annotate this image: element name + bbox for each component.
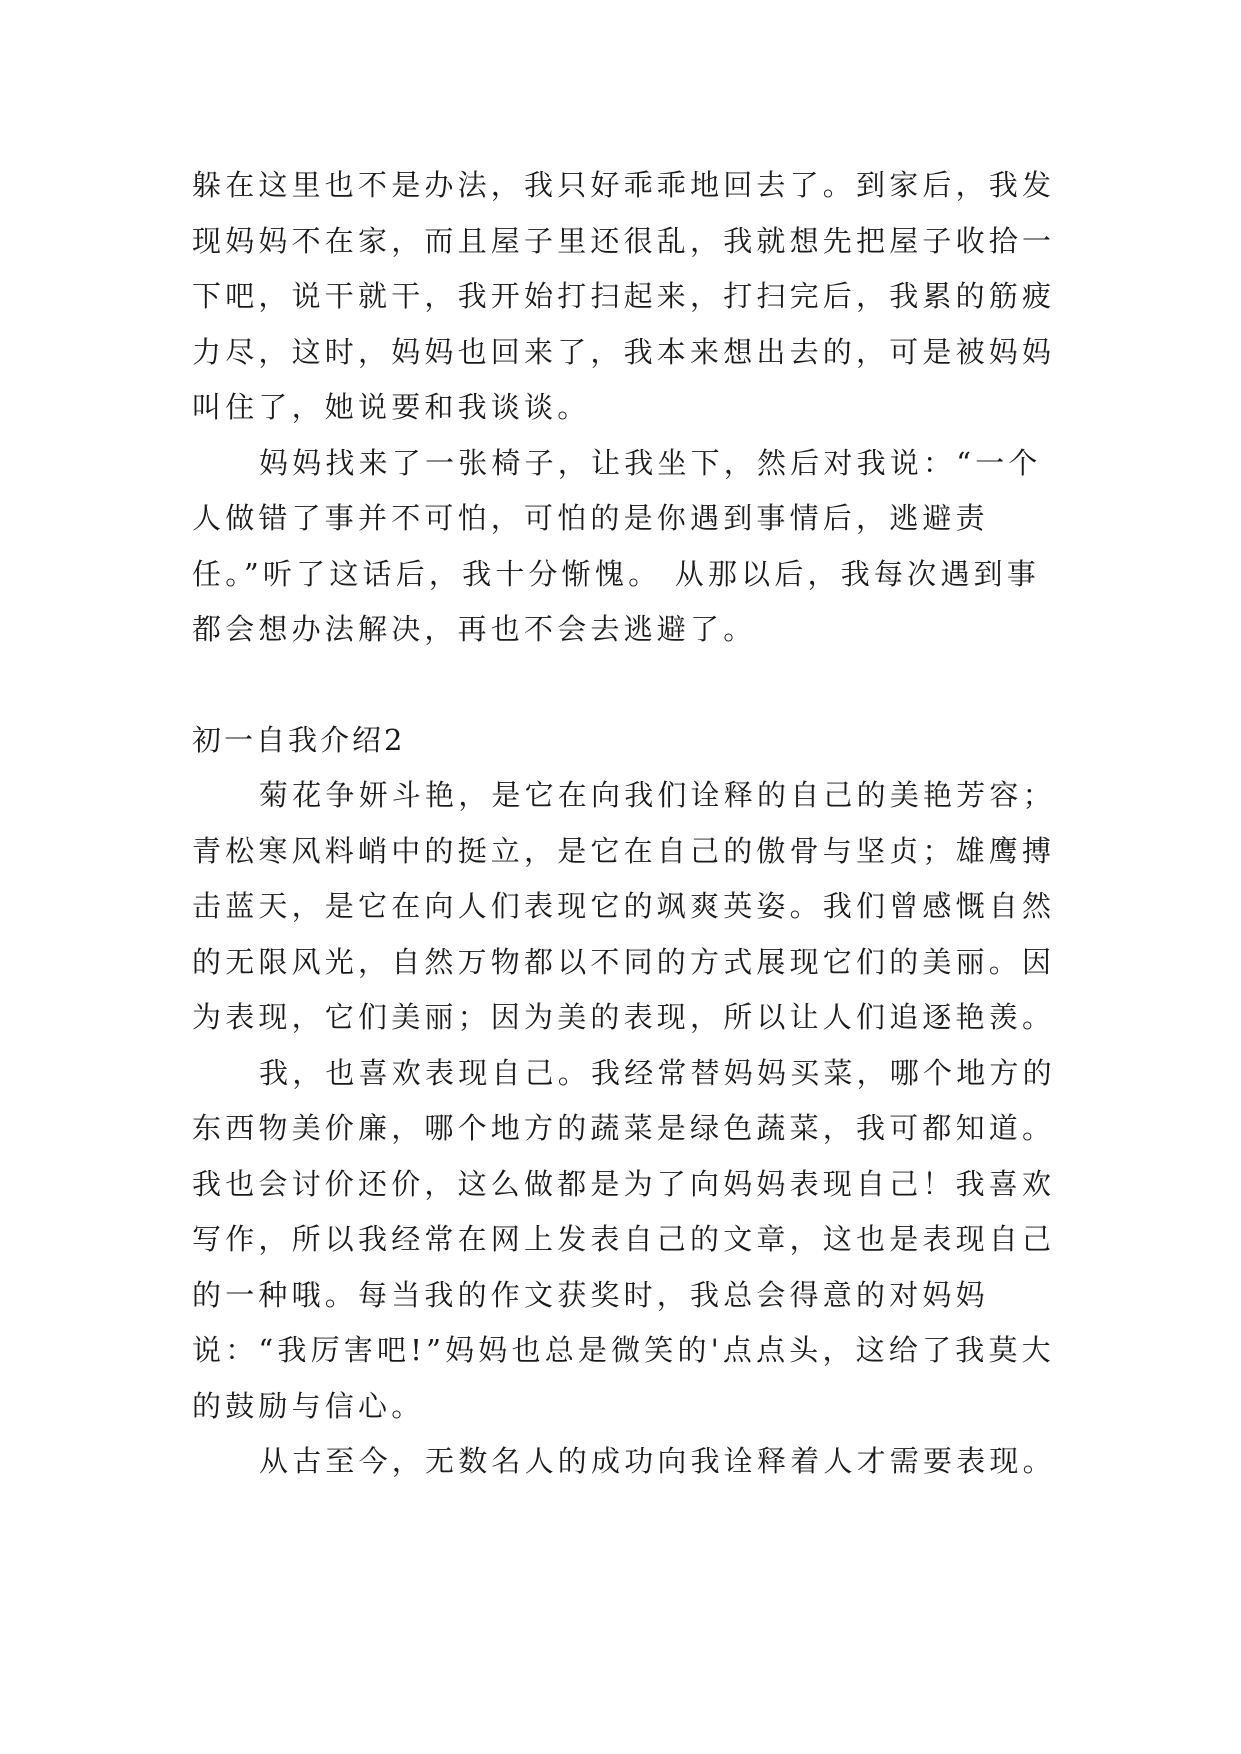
document-body	[192, 158, 1072, 1490]
paragraph-2: 妈妈找来了一张椅子，让我坐下，然后对我说：“一个人做错了事并不可怕，可怕的是你遇到事情后，逃避责任。”听了这话后，我十分惭愧。 从那以后，我每次遇到事都会想办法解决，再也不会去逃避了。	[192, 445, 1042, 646]
section-gap	[192, 658, 1072, 713]
section-heading: 初一自我介绍2	[192, 722, 406, 757]
paragraph-4: 我，也喜欢表现自己。我经常替妈妈买菜，哪个地方的东西物美价廉，哪个地方的蔬菜是绿色蔬菜，我可都知道。我也会讨价还价，这么做都是为了向妈妈表现自己！我喜欢写作，所以我经常在网上发表自己的文章，这也是表现自己的一种哦。每当我的作文获奖时，我总会得意的对妈妈说：“我厉害吧!”妈妈也总是微笑的'点点头，这给了我莫大的鼓励与信心。	[192, 1055, 1056, 1423]
paragraph-5: 从古至今，无数名人的成功向我诠释着人才需要表现。	[259, 1444, 1056, 1478]
paragraph-1: 躲在这里也不是办法，我只好乖乖地回去了。到家后，我发现妈妈不在家，而且屋子里还很乱，我就想先把屋子收拾一下吧，说干就干，我开始打扫起来，打扫完后，我累的筋疲力尽，这时，妈妈也回来了，我本来想出去的，可是被妈妈叫住了，她说要和我谈谈。	[192, 168, 1056, 424]
paragraph-3: 菊花争妍斗艳，是它在向我们诠释的自己的美艳芳容；青松寒风料峭中的挺立，是它在自己的傲骨与坚贞；雄鹰搏击蓝天，是它在向人们表现它的飒爽英姿。我们曾感慨自然的无限风光，自然万物都以不同的方式展现它们的美丽。因为表现，它们美丽；因为美的表现，所以让人们追逐艳羡。	[192, 778, 1056, 1034]
